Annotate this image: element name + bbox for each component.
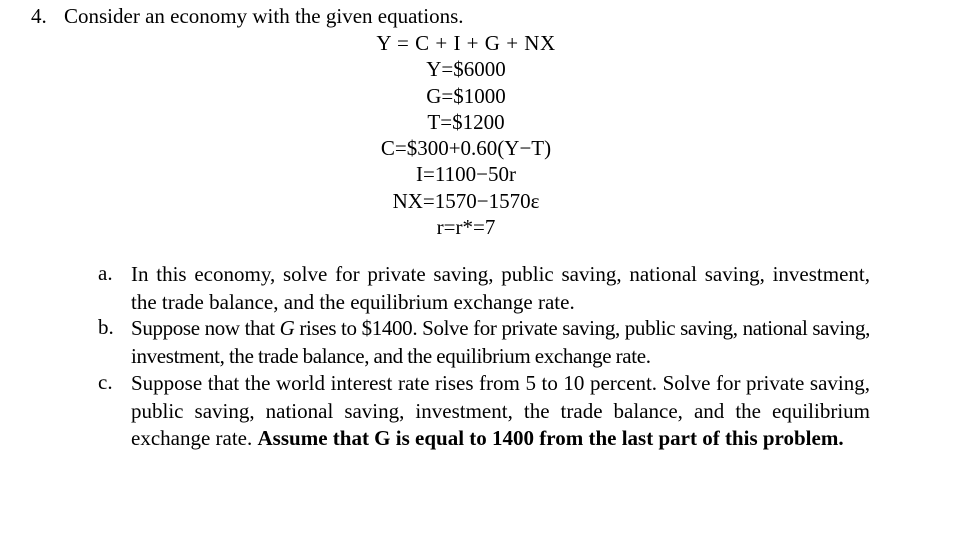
equation-net-exports: NX=1570−1570ε [392, 188, 540, 213]
question-prompt: Consider an economy with the given equations. [64, 4, 464, 28]
equation-output: Y=$6000 [426, 57, 506, 82]
part-b-text-post: rises to $1400. Solve for private saving, public saving, national saving, investment, the trade balance, and the equilibrium exchange rate. [131, 316, 870, 368]
equation-identity: Y = C + I + G + NX [376, 31, 556, 55]
question-parts [98, 261, 870, 453]
part-a-label: a. [98, 261, 113, 285]
part-c [98, 370, 870, 453]
part-c-text [131, 370, 870, 453]
part-b [98, 315, 870, 370]
part-b-text [131, 315, 870, 370]
part-b-text-pre: Suppose now that [131, 316, 280, 340]
equation-taxes: T=$1200 [427, 109, 505, 134]
part-b-variable-g: G [279, 316, 295, 340]
equation-list [0, 30, 932, 240]
question-number: 4. [31, 4, 47, 28]
equation-government-spending: G=$1000 [426, 83, 506, 108]
equation-consumption: C=$300+0.60(Y−T) [380, 136, 552, 161]
equation-interest-rate: r=r*=7 [436, 215, 496, 240]
part-c-label: c. [98, 370, 113, 394]
equation-investment: I=1100−50r [416, 162, 516, 187]
part-c-text-main: Suppose that the world interest rate rises from 5 to 10 percent. Solve for private saving, public saving, national saving, investment, the trade balance, and the equilibrium exchange rate. [131, 371, 870, 450]
part-a [98, 261, 870, 316]
question-header [31, 3, 464, 30]
part-b-label: b. [98, 315, 114, 339]
part-a-text: In this economy, solve for private saving, public saving, national saving, investment, the trade balance, and the equilibrium exchange rate. [131, 262, 870, 314]
part-c-assumption: Assume that G is equal to 1400 from the last part of this problem. [257, 426, 844, 450]
